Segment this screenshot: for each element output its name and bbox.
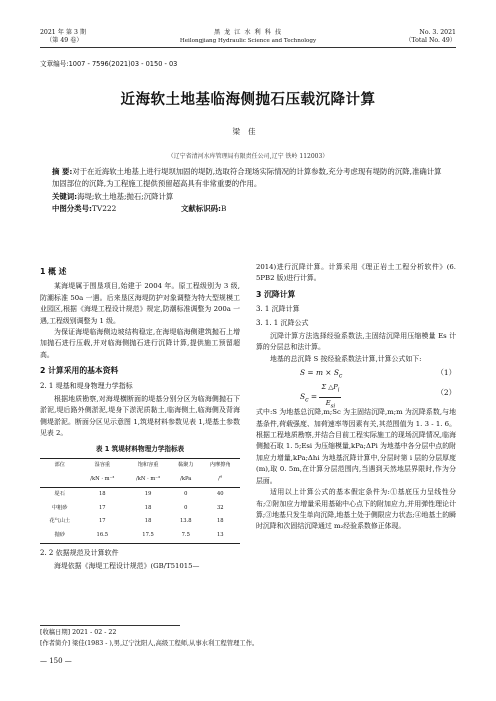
table-cell: 抛砂 [40, 529, 79, 543]
footnote-rule [40, 625, 180, 626]
table-cell: 32 [216, 504, 224, 511]
total-number-line: （Total No. 49） [405, 37, 456, 44]
paragraph: 为保证海堤临海侧边坡结构稳定,在海堤临海侧建筑抛石上增加抛石进行压载,并对临海侧抛石进行沉降计算,提供施工预留超高。 [40, 328, 240, 359]
clc-label: 中图分类号: [52, 203, 92, 213]
table-header: 湿容重 [79, 459, 125, 473]
equation-1-body: S = m × S [300, 368, 339, 378]
material-parameters-table [40, 458, 240, 544]
table-row [40, 487, 240, 501]
table-cell: 17.5 [125, 529, 171, 543]
journal-name-en: Heilongjiang Hydraulic Science and Technology [179, 38, 317, 44]
table-unit [40, 473, 79, 487]
footnote [40, 628, 460, 649]
keywords [52, 191, 444, 203]
left-column [40, 262, 240, 573]
table-cell: 40 [216, 490, 224, 497]
table-header: 部位 [40, 459, 79, 473]
table-cell: 7.5 [171, 529, 201, 543]
journal-name [148, 29, 348, 45]
table-row [40, 501, 240, 515]
received-value: 2021 - 02 - 22 [72, 629, 117, 636]
abstract-block [52, 166, 444, 215]
section-3-1-heading: 3. 1 沉降计算 [256, 305, 300, 314]
table-cell: 花气山土 [49, 518, 71, 525]
equation-1-number: （1） [436, 368, 456, 378]
equation-1-subscript: c [338, 372, 343, 380]
received-date [40, 628, 460, 639]
equation-2: $S_c$ = $\frac{\Sigma \triangle P_i}{E_{si}}$ （2） [300, 382, 456, 404]
equation-2-numerator-subscript: i [337, 387, 340, 394]
abstract [52, 166, 444, 191]
paragraph: 海堤依据《海堤工程设计规范》(GB/T51015— [54, 562, 200, 571]
journal-issue [40, 29, 86, 45]
section-1-heading: 1 概 述 [40, 267, 67, 276]
table-unit: /° [201, 473, 240, 487]
author-affiliation: （辽宁省清河水库管理局有限责任公司,辽宁 铁岭 112003） [167, 153, 329, 160]
table-cell: 16.5 [79, 529, 125, 543]
journal-name-cn: 黑 龙 江 水 利 科 技 [213, 29, 283, 36]
doc-code-value: B [220, 203, 227, 213]
table-header: 黏聚力 [171, 459, 201, 473]
section-2-heading: 2 计算采用的基本资料 [40, 366, 119, 376]
equation-2-denominator-subscript: si [330, 403, 336, 410]
section-3-heading: 3 沉降计算 [256, 289, 296, 299]
paragraph: 式中:S 为地基总沉降,m;Sc 为主固结沉降,m;m 为沉降系数,与地基条件,荷载强度、加荷速率等因素有关,其范围值为 1. 3 - 1. 6。根据工程地质勘察,并结合目前工程实际施工的现场沉降情况,临海侧抛石取 1. 5;Esi 为压缩模量,kPa;ΔPi 为地基中各分层中点的附加应力增量,kPa;Δhi 为地基沉降计算中,分层时第 i 层的分层厚度(m),取 0. 5m,在计算分层范围内,当遇到天然地层界限时,作为分层面。 [256, 408, 456, 485]
journal-number [405, 29, 456, 45]
clc-value: TV222 [91, 203, 117, 213]
table-cell: 0 [184, 504, 188, 511]
table-header: 饱和容重 [125, 459, 171, 473]
table-cell: 18 [144, 518, 152, 525]
equation-2-lhs: S [300, 392, 306, 402]
section-3-1-1-heading: 3. 1. 1 沉降公式 [256, 318, 309, 327]
table-unit: /kN · m⁻³ [125, 473, 171, 487]
table-1-caption: 表 1 筑堤材料物理力学指标表 [95, 444, 185, 453]
table-cell: 13.8 [179, 518, 192, 525]
table-cell: 13 [201, 529, 240, 543]
page-number: — 150 — [40, 657, 72, 665]
abstract-text: 对于在近海软土地基上进行堤坝加固的堤防,选取符合现场实际情况的计算参数,充分考虑现有堤防的沉降,准确计算加固部位的沉降,为工程施工提供预留超高具有非常重要的作用。 [52, 167, 442, 189]
paragraph: 2014)进行沉降计算。计算采用《理正岩土工程分析软件》(6. 5PB2 版)进行计算。 [256, 263, 456, 283]
equation-2-denominator: E [325, 398, 331, 407]
table-cell: 中粗砂 [51, 504, 68, 511]
issue-line: 2021 年 第 3 期 [40, 29, 87, 36]
paragraph: 地基的总沉降 S 按经验系数法计算,计算公式如下: [270, 354, 422, 363]
paper-title: 近海软土地基临海侧抛石压载沉降计算 [120, 92, 376, 108]
equation-2-fraction [319, 382, 341, 412]
paragraph: 根据地质勘察,对海堤横断面的堤基分别分区为临海侧抛石下淤泥,堤后路外侧淤泥,堤身下淤泥质黏土,临海侧土,临海侧及背海侧堤淤泥。断面分区见示意图 1,筑堤材料参数见表 1,堤基土参数见表 2。 [40, 395, 240, 438]
author-bio [40, 639, 460, 650]
table-unit: /kPa [171, 473, 201, 487]
equation-2-lhs-subscript: c [305, 396, 309, 404]
equation-2-number: （2） [436, 388, 456, 398]
author-name: 梁佳 [232, 127, 264, 136]
table-cell: 0 [184, 490, 188, 497]
paragraph: 某海堤属于围垦项目,始建于 2004 年。原工程级别为 3 级,防潮标准 50a 一遇。后来垦区海堤防护对象调整为特大型规模工业园区,根据《海堤工程设计规范》规定,防潮标准调整为 200a 一遇,工程级别调整为 1 级。 [40, 282, 240, 325]
abstract-label: 摘 要: [52, 167, 73, 176]
section-2-1-heading: 2. 1 堤基和堤身物理力学指标 [40, 381, 133, 390]
table-cell: 19 [144, 490, 152, 497]
table-cell: 18 [216, 518, 224, 525]
header-rule [40, 47, 456, 48]
volume-line: （第 49 卷） [46, 37, 83, 44]
received-label: [收稿日期] [40, 629, 71, 636]
paragraph: 适用以上计算公式的基本假定条件为:①基底压力呈线性分布;②附加应力增量采用基础中心点下的附加应力,并用弹性理论计算;③地基只发生单向沉降,地基土处于侧限应力状态;④地基土的瞬时沉降和次固结沉降通过 m₂经验系数修正体现。 [256, 488, 456, 531]
table-cell: 17 [98, 518, 106, 525]
number-line: No. 3. 2021 [419, 29, 456, 36]
doc-code-label: 文献标识码: [181, 203, 221, 213]
table-cell: 18 [144, 504, 152, 511]
keywords-label: 关键词: [52, 191, 78, 201]
table-row [40, 529, 240, 543]
author-bio-label: [作者简介] [40, 639, 71, 647]
table-cell: 堤石 [54, 490, 65, 497]
table-row [40, 515, 240, 529]
table-unit: /kN · m⁻³ [79, 473, 125, 487]
right-column [256, 262, 456, 533]
paragraph: 沉降计算方法选择经验系数法,主固结沉降用压缩模量 Es 计算的分层总和法计算。 [256, 332, 456, 352]
author-bio-text: 梁佳(1983 - ),男,辽宁沈阳人,高级工程师,从事水利工程管理工作。 [72, 639, 259, 647]
article-number: 文章编号:1007 - 7596(2021)03 - 0150 - 03 [40, 60, 178, 68]
table-header: 内摩擦角 [201, 459, 240, 473]
table-cell: 17 [98, 504, 106, 511]
classification-line [52, 203, 444, 215]
table-cell: 18 [98, 490, 106, 497]
equation-1 [300, 367, 456, 380]
equation-2-numerator: Σ △P [321, 383, 338, 392]
section-2-2-heading: 2. 2 依据规范及计算软件 [40, 548, 119, 557]
keywords-text: 海堤;软土地基;抛石;沉降计算 [77, 191, 174, 201]
